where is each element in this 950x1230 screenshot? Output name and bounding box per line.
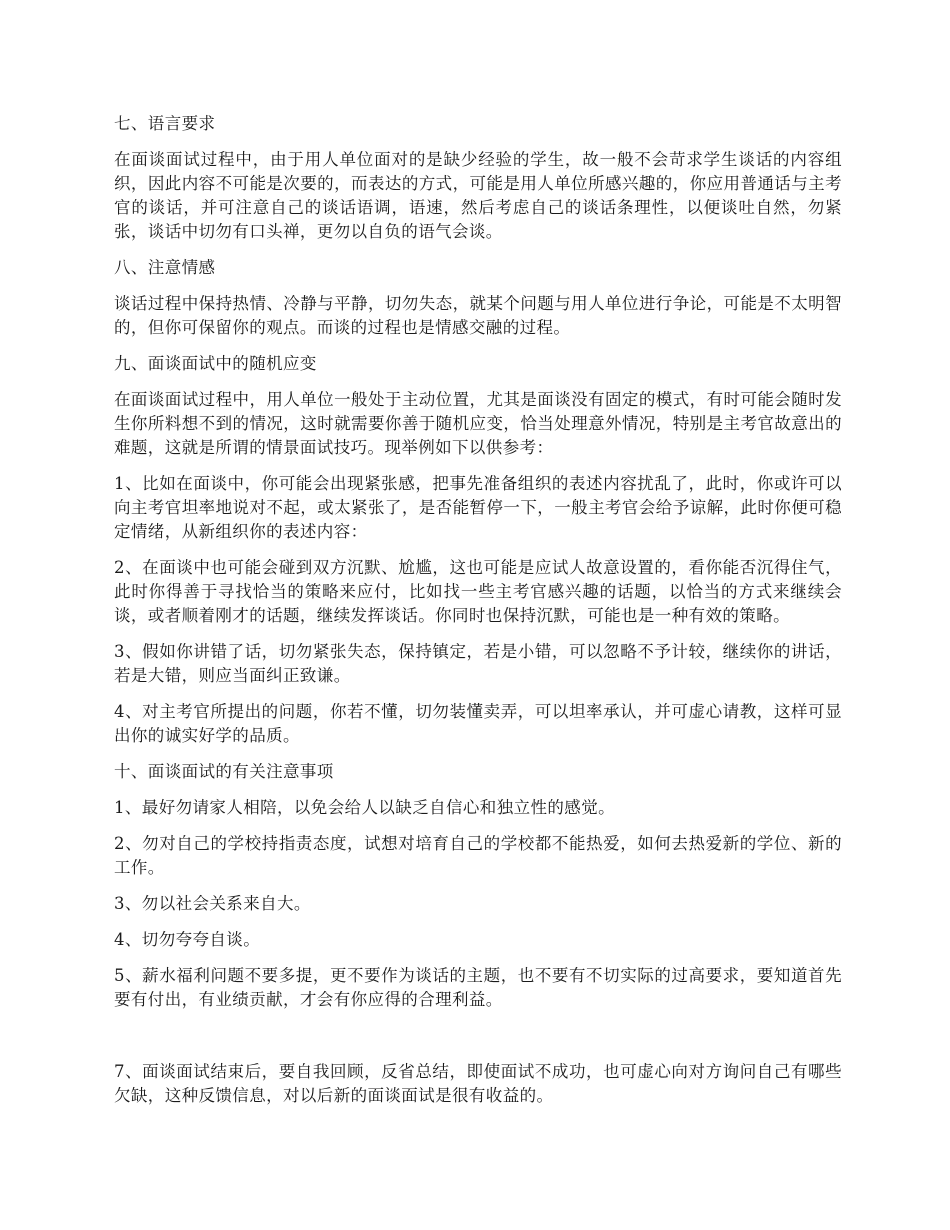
section-heading-9: 九、面谈面试中的随机应变 [114, 354, 317, 373]
list-item: 3、勿以社会关系来自大。 [114, 894, 311, 913]
section-heading-10: 十、面谈面试的有关注意事项 [114, 762, 334, 781]
list-item: 1、比如在面谈中，你可能会出现紧张感，把事先准备组织的表述内容扰乱了，此时，你或许可以向主考官坦率地说对不起，或太紧张了，是否能暂停一下，一般主考官会给予谅解，此时你便可稳定情绪，从新组织你的表述内容： [114, 474, 842, 541]
paragraph-language: 在面谈面试过程中，由于用人单位面对的是缺少经验的学生，故一般不会苛求学生谈话的内容组织，因此内容不可能是次要的，而表达的方式，可能是用人单位所感兴趣的，你应用普通话与主考官的谈话，并可注意自己的谈话语调，语速，然后考虑自己的谈话条理性，以便谈吐自然，勿紧张，谈话中切勿有口头禅，更勿以自负的语气会谈。 [114, 150, 842, 241]
list-item: 3、假如你讲错了话，切勿紧张失态，保持镇定，若是小错，可以忽略不予计较，继续你的讲话，若是大错，则应当面纠正致谦。 [114, 642, 842, 685]
paragraph-emotion: 谈话过程中保持热情、冷静与平静，切勿失态，就某个问题与用人单位进行争论，可能是不太明智的，但你可保留你的观点。而谈的过程也是情感交融的过程。 [114, 294, 842, 337]
list-item: 2、勿对自己的学校持指责态度，试想对培育自己的学校都不能热爱，如何去热爱新的学位、新的工作。 [114, 834, 842, 877]
list-item: 4、切勿夸夸自谈。 [114, 930, 261, 949]
list-item: 4、对主考官所提出的问题，你若不懂，切勿装懂卖弄，可以坦率承认，并可虚心请教，这样可显出你的诚实好学的品质。 [114, 702, 842, 745]
section-spacer [114, 1024, 842, 1060]
section-heading-7: 七、语言要求 [114, 114, 216, 133]
list-item: 2、在面谈中也可能会碰到双方沉默、尬尴，这也可能是应试人故意设置的，看你能否沉得住气，此时你得善于寻找恰当的策略来应付，比如找一些主考官感兴趣的话题，以恰当的方式来继续会谈，或者顺着刚才的话题，继续发挥谈话。你同时也保持沉默，可能也是一种有效的策略。 [114, 558, 842, 625]
list-item: 1、最好勿请家人相陪，以免会给人以缺乏自信心和独立性的感觉。 [114, 798, 615, 817]
section-heading-8: 八、注意情感 [114, 258, 216, 277]
closing-paragraph: 7、面谈面试结束后，要自我回顾，反省总结，即使面试不成功，也可虚心向对方询问自己有哪些欠缺，这种反馈信息，对以后新的面谈面试是很有收益的。 [114, 1062, 842, 1105]
document-page [114, 112, 842, 1120]
paragraph-adaptability-intro: 在面谈面试过程中，用人单位一般处于主动位置，尤其是面谈没有固定的模式，有时可能会随时发生你所料想不到的情况，这时就需要你善于随机应变，恰当处理意外情况，特别是主考官故意出的难题，这就是所谓的情景面试技巧。现举例如下以供参考： [114, 390, 842, 457]
list-item: 5、薪水福利问题不要多提，更不要作为谈话的主题，也不要有不切实际的过高要求，要知道首先要有付出，有业绩贡献，才会有你应得的合理利益。 [114, 966, 842, 1009]
